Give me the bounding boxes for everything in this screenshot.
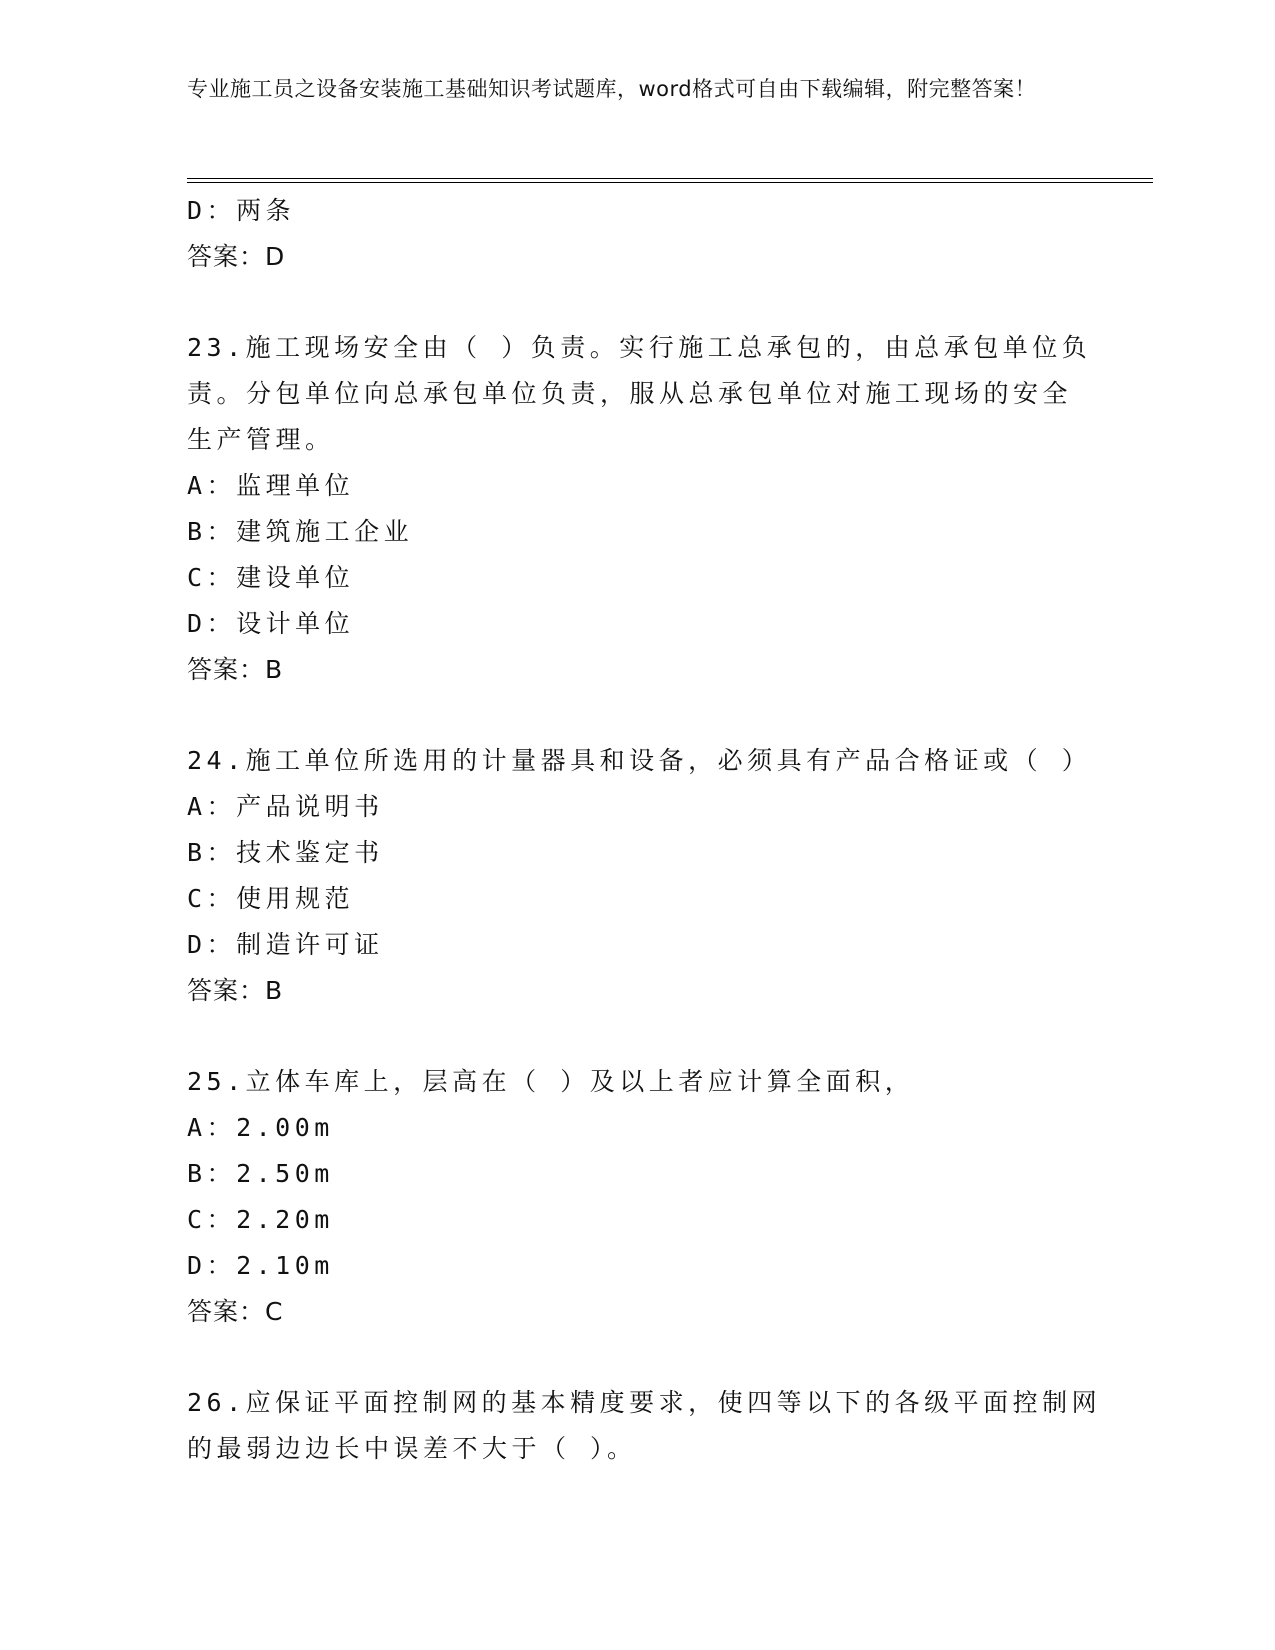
option-b: B：建筑施工企业 [187,517,414,546]
question-24-stem: 24.施工单位所选用的计量器具和设备，必须具有产品合格证或（ ） [187,746,1092,775]
question-23-stem: 23.施工现场安全由（ ）负责。实行施工总承包的，由总承包单位负 [187,333,1092,362]
question-23-stem: 生产管理。 [187,425,335,454]
question-26-stem: 26.应保证平面控制网的基本精度要求，使四等以下的各级平面控制网 [187,1388,1102,1417]
answer-line: 答案：D [187,242,286,271]
question-content [187,188,1102,1472]
answer-line: 答案：C [187,1297,284,1326]
question-25-stem: 25.立体车库上，层高在（ ）及以上者应计算全面积， [187,1067,915,1096]
option-d: D：两条 [187,196,296,225]
header-rule-second [187,182,1153,183]
option-b: B：技术鉴定书 [187,838,384,867]
option-c: C：2.20m [187,1205,334,1234]
question-26-stem: 的最弱边边长中误差不大于（ ）。 [187,1434,637,1463]
answer-line: 答案：B [187,976,284,1005]
option-c: C：建设单位 [187,563,355,592]
option-c: C：使用规范 [187,884,355,913]
option-a: A：监理单位 [187,471,355,500]
page-header: 专业施工员之设备安装施工基础知识考试题库，word格式可自由下载编辑，附完整答案！ [187,77,1037,101]
option-b: B：2.50m [187,1159,334,1188]
option-a: A：产品说明书 [187,792,384,821]
option-d: D：2.10m [187,1251,334,1280]
option-d: D：制造许可证 [187,930,384,959]
answer-line: 答案：B [187,655,284,684]
question-23-stem: 责。分包单位向总承包单位负责，服从总承包单位对施工现场的安全 [187,379,1073,408]
option-a: A：2.00m [187,1113,334,1142]
header-rule [187,178,1153,179]
option-d: D：设计单位 [187,609,355,638]
